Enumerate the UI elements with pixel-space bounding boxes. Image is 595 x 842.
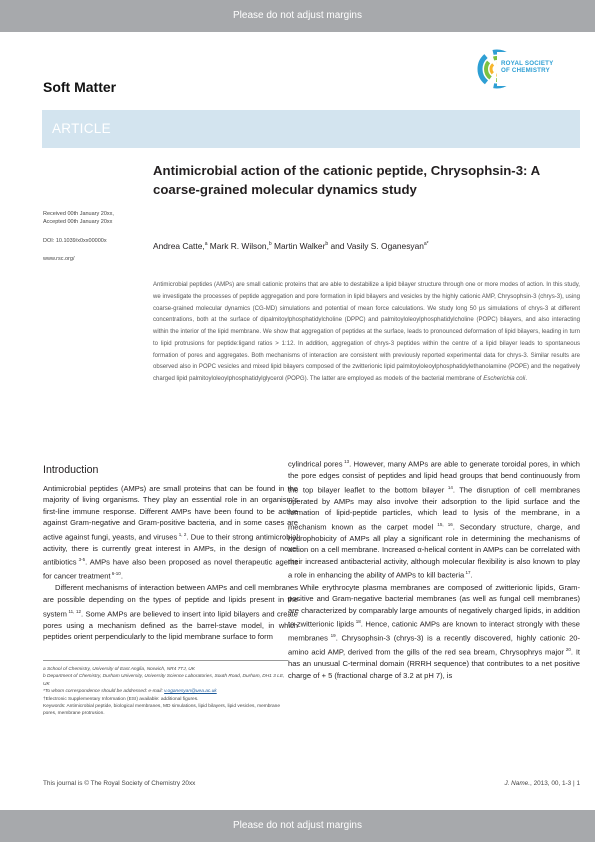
footer-page-info: , 2013, 00, 1-3 | 1 (530, 780, 580, 787)
rsc-url[interactable]: www.rsc.org/ (43, 256, 75, 262)
right-paragraph-1: cylindrical pores $^{13}$. However, many AMPs are able to generate toroidal pores, in which the pore edges consist of peptides and lipid head groups that bend continuously from the top bilayer leaflet to the bottom bilayer $^{14}$. The disruption of cell membranes operated by AMPs may also involve their adsorption to the lipid surface and the formation of lipid-peptide particles, which lead to lysis of the membrane, in a mechanism known as the carpet model $^{15, 16}$. Secondary structure, charge, and hydrophobicity of AMPs all play a significant role in determining the mechanisms of action on a cell membrane. Increased α-helical content in AMPs can be correlated with their increased antibacterial activity, although molecular flexibility is also known to play a role in enhancing the ability of AMPs to kill bacteria $^{17}$. (288, 459, 580, 580)
affiliation-mark: b (325, 241, 329, 248)
accepted-date: Accepted 00th January 20xx (43, 219, 113, 225)
footer-journal: J. Name. (504, 780, 531, 787)
received-date: Received 00th January 20xx, (43, 211, 114, 217)
footer-citation (504, 780, 580, 787)
article-title: Antimicrobial action of the cationic peptide, Chrysophsin-3: A coarse-grained molecular dynamics study (153, 163, 540, 197)
author-list (153, 241, 429, 251)
rsc-logo-text (501, 60, 553, 74)
abstract-species: Escherichia coli (483, 376, 526, 382)
bottom-margin-banner: Please do not adjust margins (0, 810, 595, 842)
footnote-affiliation-a: a School of Chemistry, University of East Anglia, Norwich, NR4 7TJ, UK (43, 667, 195, 672)
author-name: Mark R. Wilson, (207, 241, 269, 251)
footnotes (43, 660, 288, 718)
affiliation-mark: a (204, 241, 208, 248)
abstract-end: . (525, 376, 527, 382)
doi: DOI: 10.1039/x0xx00000x (43, 238, 107, 244)
top-margin-banner: Please do not adjust margins (0, 0, 595, 32)
journal-title: Soft Matter (43, 79, 117, 95)
intro-paragraph-1: Antimicrobial peptides (AMPs) are small proteins that can be found in the majority of living organisms. They play an essential role in an organism's first-line immune response. Different AMPs have been found to be active against Gram-negative and Gram-positive bacteria, and in some cases are active against fungi, yeasts, and viruses $^{1, 2}$. Due to their strong antimicrobial activity, there is currently great interest in AMPs, in the design of novel antibiotics $^{3-5}$. AMPs have also been proposed as novel therapeutic agents for cancer treatment $^{6-10}$. (43, 483, 298, 581)
footer-copyright: This journal is © The Royal Society of Chemistry 20xx (43, 780, 196, 787)
correspondence-email-link[interactable]: v.oganesyan@uea.ac.uk (164, 689, 217, 695)
article-type-banner: ARTICLE (42, 110, 580, 148)
rsc-logo (476, 48, 562, 94)
footnote-correspondence: *To whom correspondence should be addressed: e-mail: v.oganesyan@uea.ac.uk (43, 689, 217, 695)
author-name: Martin Walker (271, 241, 326, 251)
affiliation-mark: b (268, 241, 272, 248)
affiliation-mark: a* (423, 241, 429, 248)
right-column (288, 456, 580, 681)
author-name: and Vasily S. Oganesyan (328, 241, 424, 251)
logo-line-2: OF CHEMISTRY (501, 67, 550, 74)
section-heading-introduction: Introduction (43, 464, 99, 476)
logo-line-1: ROYAL SOCIETY (501, 60, 554, 67)
footnote-affiliation-b: b Department of Chemistry, Durham University, University Science Laboratories, South Road, Durham, DH1 3 LE, UK (43, 674, 285, 687)
footnote-keywords: Keywords: Antimicrobial peptide, biological membranes, MD simulations, lipid bilayers, lipid vesicles, membrane pores, membrane protrusion. (43, 704, 281, 717)
footnote-esi: †Electronic Supplementary Information (ESI) available: additional figures. (43, 696, 199, 702)
abstract-text: Antimicrobial peptides (AMPs) are small cationic proteins that are able to destabilize a lipid bilayer structure through one or more modes of action. In this study, we investigate the processes of peptide aggregation and pore formation in lipid bilayers and vesicles by the highly cationic AMP, Chrysophsin-3 (chrys-3), using coarse-grained molecular dynamics (CG-MD) simulations and potential of mean force calculations. We study long 50 μs simulations of chrys-3 at different concentrations, both at the surface of dipalmitoylphosphatidylcholine (DPPC) and palmitoyloleoylphosphatidylcholine (POPC) bilayers, and also interacting within the interior of the lipid membrane. We show that aggregation of peptides at the surface, leads to pronounced deformation of lipid bilayers, leading in turn to lipid protrusions for peptide:ligand ratios > 1:12. In addition, aggregation of chrys-3 peptides within the centre of a lipid bilayer leads to spontaneous formation of pores and aggregates. Both mechanisms of interaction are consistent with previously reported experimental data for chrys-3. Similar results are observed also in POPC vesicles and mixed lipid bilayers composed of the zwitterionic lipid palmitoyloleoylphosphatidylethanolamine (POPE) and the negatively charged lipid palmitoyloleoylphosphatidylglycerol (POPG). The latter are employed as models of the bacterial membrane of (153, 282, 580, 382)
intro-paragraph-2: Different mechanisms of interaction between AMPs and cell membranes are possible depending on the types of peptide and lipids present in the system $^{11, 12}$. Some AMPs are believed to insert into lipid bilayers and create pores using a mechanism defined as the barrel-stave model, in which peptides orient perpendicularly to the lipid membrane surface to form (43, 583, 298, 642)
author-name: Andrea Catte, (153, 241, 205, 251)
right-paragraph-2: While erythrocyte plasma membranes are composed of zwitterionic lipids, Gram-positive and Gram-negative bacterial membranes (as well as fungal cell membranes) are characterized by comparably large amounts of negatively charged lipids, in addition to zwitterionic lipids $^{18}$. Hence, cationic AMPs are known to interact strongly with these membranes $^{19}$. Chrysophsin-3 (chrys-3) is a recently discovered, highly cationic 20-amino acid AMP, derived from the gills of the red sea bream, Chrysophrys major $^{20}$. It has an unusual C-terminal domain (RRRH sequence) that contributes to a net positive charge of + 5 (fractional charge of 3.2 at pH 7), is (288, 582, 581, 680)
left-column (43, 465, 298, 643)
abstract (153, 280, 580, 386)
